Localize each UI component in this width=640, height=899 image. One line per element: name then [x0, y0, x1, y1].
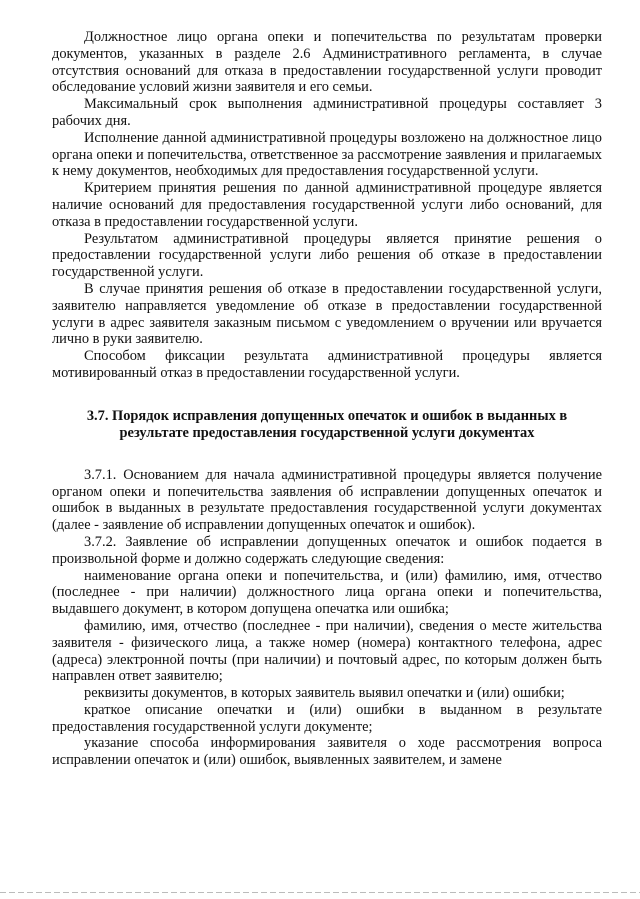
paragraph-result: Результатом административной процедуры является принятие решения о предоставлении государственной услуги либо решения об отказе в предоставлении государственной услуги.	[52, 230, 602, 281]
paragraph-3-7-2: 3.7.2. Заявление об исправлении допущенных опечаток и ошибок подается в произвольной форме и должно содержать следующие сведения:	[52, 533, 602, 567]
list-item-authority-name: наименование органа опеки и попечительства, и (или) фамилию, имя, отчество (последнее - при наличии) должностного лица органа опеки и попечительства, выдавшего документ, в котором допущена опечатка или ошибка;	[52, 567, 602, 618]
list-item-applicant-details: фамилию, имя, отчество (последнее - при наличии), сведения о месте жительства заявителя - физического лица, а также номер (номера) контактного телефона, адрес (адреса) электронной почты (при наличии) и почтовый адрес, по которым должен быть направлен ответ заявителю;	[52, 617, 602, 685]
paragraph-inspection: Должностное лицо органа опеки и попечительства по результатам проверки документов, указанных в разделе 2.6 Административного регламента, в случае отсутствия оснований для отказа в предоставлении государственной услуги проводит обследование условий жизни заявителя и его семьи.	[52, 29, 602, 96]
paragraph-responsible: Исполнение данной административной процедуры возложено на должностное лицо органа опеки и попечительства, ответственное за рассмотрение заявления и прилагаемых к нему документов, необходимых для предоставления государственной услуги.	[52, 129, 602, 180]
paragraph-refusal: В случае принятия решения об отказе в предоставлении государственной услуги, заявителю направляется уведомление об отказе в предоставлении государственной услуги в адрес заявителя заказным письмом с уведомлением о вручении или вручается лично в руки заявителю.	[52, 280, 602, 348]
list-item-error-description: краткое описание опечатки и (или) ошибки в выданном в результате предоставления государственной услуги документе;	[52, 701, 602, 735]
section-heading-line-1: 3.7. Порядок исправления допущенных опечаток и ошибок в выданных в	[86, 407, 568, 424]
list-item-document-requisites: реквизиты документов, в которых заявитель выявил опечатки и (или) ошибки;	[84, 685, 565, 702]
list-item-notification-method: указание способа информирования заявителя о ходе рассмотрения вопроса исправлении опечаток и (или) ошибок, выявленных заявителем, и замене	[52, 735, 602, 769]
paragraph-criterion: Критерием принятия решения по данной административной процедуре является наличие оснований для предоставления государственной услуги либо оснований, для отказа в предоставлении государственной услуги.	[52, 180, 602, 230]
scan-edge-divider	[0, 892, 640, 893]
paragraph-3-7-1: 3.7.1. Основанием для начала административной процедуры является получение органом опеки и попечительства заявления об исправлении допущенных опечаток и ошибок в выданных в результате предоставления государственной услуги документах (далее - заявление об исправлении допущенных опечаток и ошибок).	[52, 466, 602, 534]
paragraph-fixation: Способом фиксации результата административной процедуры является мотивированный отказ в предоставлении государственной услуги.	[52, 348, 602, 381]
section-heading	[52, 408, 602, 442]
section-heading-line-2: результате предоставления государственной услуги документах	[119, 424, 535, 441]
paragraph-max-term: Максимальный срок выполнения административной процедуры составляет 3 рабочих дня.	[52, 96, 602, 129]
